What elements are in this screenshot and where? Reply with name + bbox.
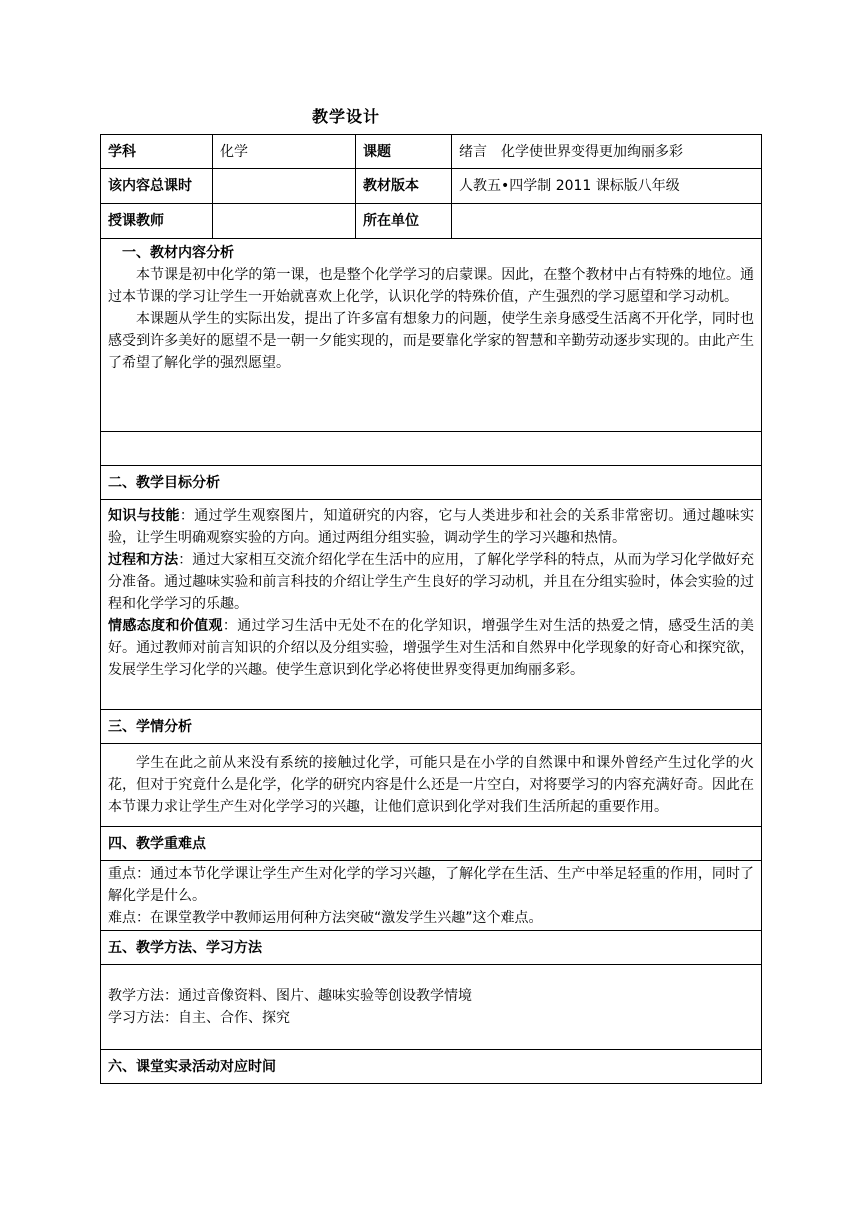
section1-title: 一、教材内容分析 bbox=[122, 245, 234, 261]
emotion-label: 情感态度和价值观 bbox=[108, 618, 223, 634]
section2-content-row bbox=[101, 500, 762, 710]
section5-title: 五、教学方法、学习方法 bbox=[101, 931, 762, 965]
section1-row bbox=[101, 239, 762, 432]
section2-title: 二、教学目标分析 bbox=[101, 466, 762, 500]
topic-value: 绪言 化学使世界变得更加绚丽多彩 bbox=[452, 135, 762, 169]
blank-cell bbox=[101, 432, 762, 466]
hours-value bbox=[213, 169, 356, 204]
section3-content-row bbox=[101, 744, 762, 827]
methods-cell bbox=[101, 965, 762, 1050]
section3-title-row bbox=[101, 710, 762, 744]
section1-paragraph-2: 本课题从学生的实际出发，提出了许多富有想象力的问题，使学生亲身感受生活离不开化学，同时也感受到许多美好的愿望不是一朝一夕能实现的，而是要靠化学家的智慧和辛勤劳动逐步实现的。由此产生了希望了解化学的强烈愿望。 bbox=[108, 311, 754, 371]
teaching-goals-cell bbox=[101, 500, 762, 710]
section3-text: 学生在此之前从来没有系统的接触过化学，可能只是在小学的自然课中和课外曾经产生过化学的火花，但对于究竟什么是化学，化学的研究内容是什么还是一片空白，对将要学习的内容充满好奇。因此在本节课力求让学生产生对化学学习的兴趣，让他们意识到化学对我们生活所起的重要作用。 bbox=[108, 755, 754, 815]
unit-value bbox=[452, 204, 762, 239]
learning-method-text: 学习方法：自主、合作、探究 bbox=[108, 1010, 290, 1026]
section2-title-row bbox=[101, 466, 762, 500]
blank-row bbox=[101, 432, 762, 466]
section6-title: 六、课堂实录活动对应时间 bbox=[101, 1050, 762, 1084]
emotion-goal bbox=[108, 615, 754, 681]
lesson-design-table bbox=[100, 134, 762, 1084]
teacher-label: 授课教师 bbox=[101, 204, 213, 239]
key-point-text: 重点：通过本节化学课让学生产生对化学的学习兴趣，了解化学在生活、生产中举足轻重的作用，同时了解化学是什么。 bbox=[108, 865, 754, 904]
info-row-teacher bbox=[101, 204, 762, 239]
section4-title: 四、教学重难点 bbox=[101, 827, 762, 861]
knowledge-goal bbox=[108, 505, 754, 549]
difficulty-text: 难点：在课堂教学中教师运用何种方法突破“激发学生兴趣”这个难点。 bbox=[108, 909, 543, 926]
edition-value: 人教五•四学制 2011 课标版八年级 bbox=[452, 169, 762, 204]
emotion-text: ：通过学习生活中无处不在的化学知识，增强学生对生活的热爱之情，感受生活的美好。通过教师对前言知识的介绍以及分组实验，增强学生对生活和自然界中化学现象的好奇心和探究欲，发展学生学习化学的兴趣。使学生意识到化学必将使世界变得更加绚丽多彩。 bbox=[108, 618, 755, 678]
key-points-cell bbox=[101, 861, 762, 931]
textbook-analysis-cell bbox=[101, 239, 762, 432]
process-label: 过程和方法 bbox=[108, 552, 179, 568]
section6-title-row bbox=[101, 1050, 762, 1084]
edition-label: 教材版本 bbox=[356, 169, 452, 204]
document-title: 教学设计 bbox=[312, 107, 381, 126]
section1-paragraph-1: 本节课是初中化学的第一课，也是整个化学学习的启蒙课。因此，在整个教材中占有特殊的地位。通过本节课的学习让学生一开始就喜欢上化学，认识化学的特殊价值，产生强烈的学习愿望和学习动机。 bbox=[108, 267, 754, 305]
info-row-subject bbox=[101, 135, 762, 169]
section4-title-row bbox=[101, 827, 762, 861]
teacher-value bbox=[213, 204, 356, 239]
knowledge-text: ：通过学生观察图片，知道研究的内容，它与人类进步和社会的关系非常密切。通过趣味实验，让学生明确观察实验的方向。通过两组分组实验，调动学生的学习兴趣和热情。 bbox=[108, 508, 755, 546]
teaching-method-text: 教学方法：通过音像资料、图片、趣味实验等创设教学情境 bbox=[108, 988, 472, 1004]
student-analysis-cell bbox=[101, 744, 762, 827]
subject-value: 化学 bbox=[213, 135, 356, 169]
process-text: ：通过大家相互交流介绍化学在生活中的应用，了解化学学科的特点，从而为学习化学做好充分准备。通过趣味实验和前言科技的介绍让学生产生良好的学习动机，并且在分组实验时，体会实验的过程和化学学习的乐趣。 bbox=[108, 552, 755, 612]
hours-label: 该内容总课时 bbox=[101, 169, 213, 204]
section3-title: 三、学情分析 bbox=[101, 710, 762, 744]
process-goal bbox=[108, 549, 754, 615]
section5-title-row bbox=[101, 931, 762, 965]
subject-label: 学科 bbox=[101, 135, 213, 169]
unit-label: 所在单位 bbox=[356, 204, 452, 239]
info-row-hours bbox=[101, 169, 762, 204]
knowledge-label: 知识与技能 bbox=[108, 508, 180, 524]
topic-label: 课题 bbox=[356, 135, 452, 169]
section5-content-row bbox=[101, 965, 762, 1050]
section4-content-row bbox=[101, 861, 762, 931]
